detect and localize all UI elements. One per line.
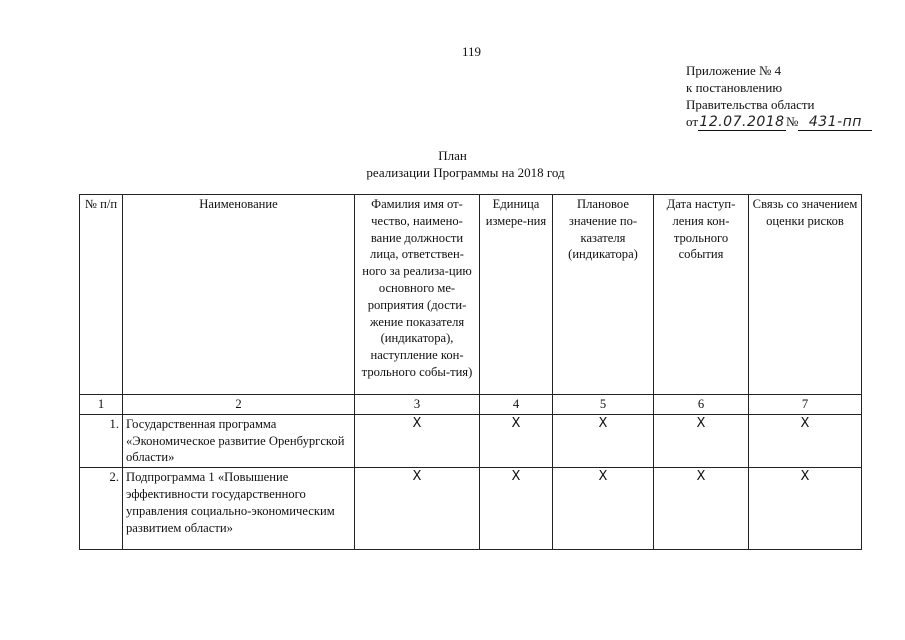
title-line-2: реализации Программы на 2018 год bbox=[366, 165, 565, 180]
header-cell: Фамилия имя от-чество, наимено-вание должности лица, ответствен-ного за реализа-цию основного ме-роприятия (дости-жение показателя (индикатора), наступление кон-трольного собы-тия) bbox=[355, 195, 480, 395]
header-cell: Единица измере-ния bbox=[480, 195, 553, 395]
page-number: 119 bbox=[462, 44, 482, 59]
annex-line-2: к постановлению bbox=[686, 80, 783, 95]
column-number-row bbox=[80, 395, 862, 415]
row-cell: Х bbox=[480, 414, 553, 467]
annex-date-line bbox=[686, 113, 872, 131]
column-number: 6 bbox=[654, 395, 749, 415]
header-cell: № п/п bbox=[80, 195, 123, 395]
annex-block bbox=[686, 62, 872, 131]
row-cell: Х bbox=[749, 414, 862, 467]
handwritten-date: 12.07.2018 bbox=[699, 114, 785, 130]
column-number: 3 bbox=[355, 395, 480, 415]
column-number: 2 bbox=[123, 395, 355, 415]
annex-from-label: от bbox=[686, 114, 699, 129]
header-cell: Связь со значением оценки рисков bbox=[749, 195, 862, 395]
header-cell: Дата наступ-ления кон-трольного события bbox=[654, 195, 749, 395]
row-cell: Х bbox=[553, 414, 654, 467]
row-cell: Х bbox=[749, 468, 862, 550]
row-name: Государственная программа «Экономическое развитие Оренбургской области» bbox=[123, 414, 355, 467]
row-number: 2. bbox=[80, 468, 123, 550]
row-name: Подпрограмма 1 «Повышение эффективности государственного управления социально-экономическим развитием области» bbox=[123, 468, 355, 550]
title-line-1: План bbox=[438, 148, 467, 163]
plan-table bbox=[79, 194, 862, 550]
column-number: 7 bbox=[749, 395, 862, 415]
annex-line-1: Приложение № 4 bbox=[686, 63, 782, 78]
document-title bbox=[0, 147, 905, 181]
row-cell: Х bbox=[654, 468, 749, 550]
header-cell: Плановое значение по-казателя (индикатора) bbox=[553, 195, 654, 395]
column-number: 1 bbox=[80, 395, 123, 415]
column-number: 4 bbox=[480, 395, 553, 415]
row-cell: Х bbox=[355, 468, 480, 550]
annex-number-label: № bbox=[786, 114, 799, 129]
header-cell: Наименование bbox=[123, 195, 355, 395]
table-row bbox=[80, 414, 862, 467]
handwritten-number: 431-пп bbox=[798, 115, 872, 131]
row-cell: Х bbox=[480, 468, 553, 550]
column-number: 5 bbox=[553, 395, 654, 415]
row-cell: Х bbox=[355, 414, 480, 467]
row-cell: Х bbox=[654, 414, 749, 467]
row-number: 1. bbox=[80, 414, 123, 467]
table-header-row bbox=[80, 195, 862, 395]
annex-line-3: Правительства области bbox=[686, 97, 815, 112]
row-cell: Х bbox=[553, 468, 654, 550]
table-row bbox=[80, 468, 862, 550]
